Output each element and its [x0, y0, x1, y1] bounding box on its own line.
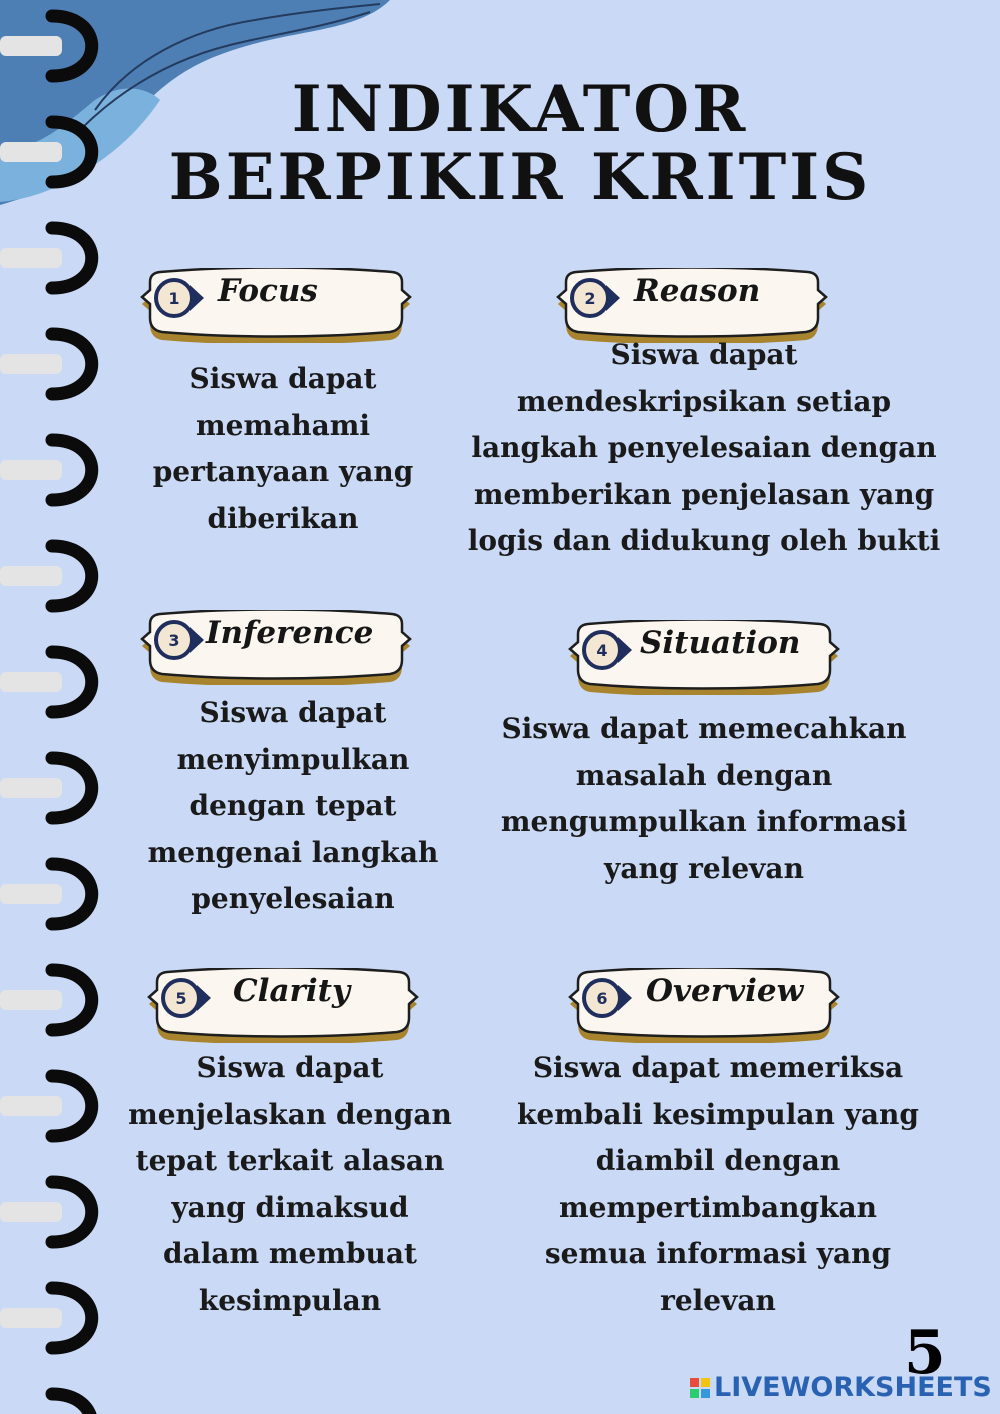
text-line: dalam membuat — [163, 1237, 417, 1270]
text-line: dengan tepat — [189, 789, 397, 822]
text-line: logis dan didukung oleh bukti — [467, 524, 941, 557]
text-line: Siswa dapat memeriksa — [532, 1051, 904, 1084]
binding-ring-icon — [0, 440, 92, 500]
badge-number-1: 1 — [154, 278, 194, 318]
binding-ring-icon — [0, 970, 92, 1030]
badge-number-4: 4 — [582, 630, 622, 670]
text-line: tepat terkait alasan — [135, 1144, 445, 1177]
text-line: Siswa dapat — [189, 362, 377, 395]
text-line: Siswa dapat memecahkan — [501, 712, 907, 745]
indicator-label-situation: Situation — [640, 625, 801, 661]
banner-focus — [140, 268, 412, 343]
description-reason — [462, 332, 946, 565]
text-line: mendeskripsikan setiap — [516, 384, 892, 418]
indicator-label-overview: Overview — [646, 973, 804, 1009]
badge-number-5: 5 — [161, 978, 201, 1018]
text-line: memberikan penjelasan yang — [473, 477, 935, 511]
text-line: penyelesaian — [191, 882, 395, 915]
binding-ring-icon — [0, 16, 92, 76]
badge-pointer-icon — [190, 627, 204, 653]
page-title-line-1: INDIKATOR — [291, 72, 749, 147]
text-line: memahami — [196, 408, 370, 442]
text-line: kesimpulan — [198, 1283, 382, 1317]
spiral-binding — [0, 0, 110, 1414]
badge-number-2: 2 — [570, 278, 610, 318]
badge-pointer-icon — [190, 285, 204, 311]
text-line: mempertimbangkan — [559, 1190, 877, 1224]
page-title-line-2: BERPIKIR KRITIS — [168, 140, 872, 215]
indicator-label-clarity: Clarity — [233, 973, 350, 1009]
page-number: 5 — [904, 1318, 946, 1388]
text-line: semua informasi yang — [544, 1237, 892, 1270]
description-overview — [496, 1045, 940, 1324]
indicator-label-reason: Reason — [634, 273, 761, 309]
badge-pointer-icon — [197, 985, 211, 1011]
description-focus — [130, 356, 436, 542]
indicator-label-focus: Focus — [218, 273, 318, 309]
text-line: diberikan — [207, 501, 359, 535]
binding-ring-icon — [0, 1076, 92, 1136]
text-line: mengenai langkah — [147, 835, 439, 869]
badge-pointer-icon — [618, 637, 632, 663]
text-line: diambil dengan — [595, 1144, 841, 1177]
binding-ring-icon — [0, 228, 92, 288]
banner-inference — [140, 610, 412, 685]
text-line: Siswa dapat — [610, 338, 798, 371]
text-line: Siswa dapat — [196, 1051, 384, 1084]
binding-ring-icon — [0, 652, 92, 712]
text-line: langkah penyelesaian dengan — [471, 431, 937, 464]
banner-overview — [568, 968, 840, 1043]
text-line: kembali kesimpulan yang — [517, 1097, 919, 1131]
liveworksheets-watermark — [690, 1372, 992, 1403]
binding-ring-icon — [0, 1182, 92, 1242]
banner-clarity — [147, 968, 419, 1043]
text-line: Siswa dapat — [199, 696, 387, 729]
binding-ring-icon — [0, 1288, 92, 1348]
text-line: menjelaskan dengan — [128, 1097, 452, 1131]
text-line: yang relevan — [604, 851, 804, 885]
text-line: relevan — [660, 1283, 776, 1317]
text-line: menyimpulkan — [176, 742, 410, 776]
text-line: masalah dengan — [575, 758, 833, 792]
description-situation — [480, 706, 928, 892]
text-line: yang dimaksud — [171, 1190, 409, 1224]
text-line: mengumpulkan informasi — [500, 805, 908, 838]
text-line: pertanyaan yang — [152, 455, 414, 488]
description-clarity — [118, 1045, 462, 1324]
badge-number-6: 6 — [582, 978, 622, 1018]
badge-number-3: 3 — [154, 620, 194, 660]
binding-ring-icon — [0, 1394, 92, 1414]
badge-pointer-icon — [618, 985, 632, 1011]
binding-ring-icon — [0, 334, 92, 394]
watermark-text: LIVEWORKSHEETS — [714, 1372, 992, 1403]
banner-situation — [568, 620, 840, 695]
binding-ring-icon — [0, 864, 92, 924]
indicator-label-inference: Inference — [206, 615, 374, 651]
binding-ring-icon — [0, 758, 92, 818]
badge-pointer-icon — [606, 285, 620, 311]
binding-ring-icon — [0, 546, 92, 606]
description-inference — [130, 690, 456, 923]
liveworksheets-logo-icon — [690, 1378, 710, 1398]
binding-ring-icon — [0, 122, 92, 182]
